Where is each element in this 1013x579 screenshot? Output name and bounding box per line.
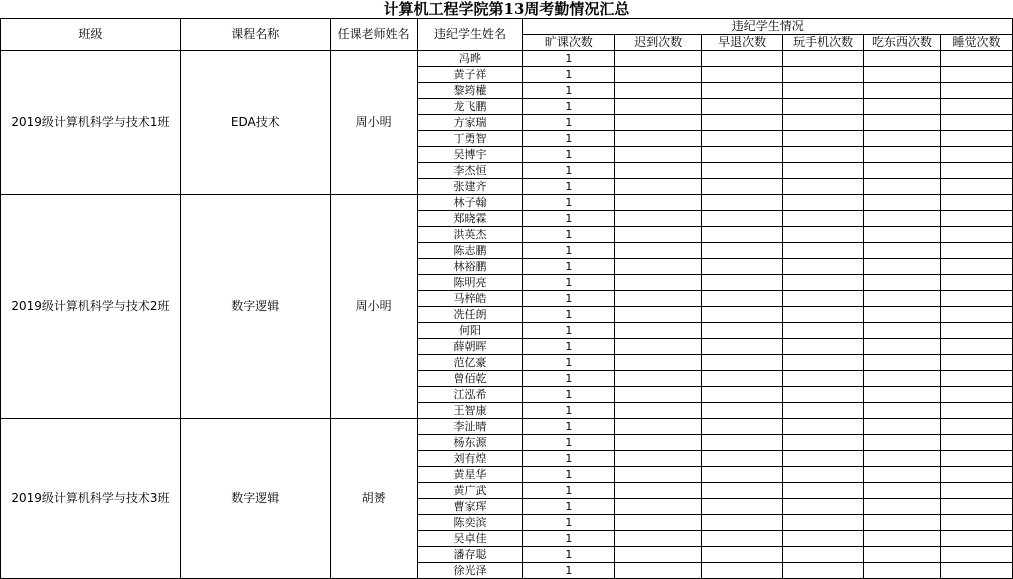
absent-count-cell[interactable]: 1 [523,211,615,227]
phone-count-cell[interactable] [783,275,864,291]
sleeping-count-cell[interactable] [940,51,1012,67]
eating-count-cell[interactable] [864,467,941,483]
late-count-cell[interactable] [615,259,702,275]
phone-count-cell[interactable] [783,307,864,323]
student-name-cell[interactable]: 林裕鹏 [417,259,523,275]
eating-count-cell[interactable] [864,339,941,355]
late-count-cell[interactable] [615,51,702,67]
absent-count-cell[interactable]: 1 [523,467,615,483]
eating-count-cell[interactable] [864,259,941,275]
phone-count-cell[interactable] [783,531,864,547]
sleeping-count-cell[interactable] [940,499,1012,515]
early-leave-count-cell[interactable] [702,419,783,435]
absent-count-cell[interactable]: 1 [523,307,615,323]
eating-count-cell[interactable] [864,371,941,387]
course-cell[interactable]: 数字逻辑 [180,195,330,419]
eating-count-cell[interactable] [864,131,941,147]
sleeping-count-cell[interactable] [940,355,1012,371]
absent-count-cell[interactable]: 1 [523,483,615,499]
course-cell[interactable]: EDA技术 [180,51,330,195]
sleeping-count-cell[interactable] [940,195,1012,211]
student-name-cell[interactable]: 黄子祥 [417,67,523,83]
late-count-cell[interactable] [615,563,702,579]
student-name-cell[interactable]: 陈志鹏 [417,243,523,259]
late-count-cell[interactable] [615,195,702,211]
teacher-cell[interactable]: 周小明 [330,51,417,195]
early-leave-count-cell[interactable] [702,131,783,147]
sleeping-count-cell[interactable] [940,179,1012,195]
late-count-cell[interactable] [615,115,702,131]
sleeping-count-cell[interactable] [940,115,1012,131]
header-class[interactable]: 班级 [1,19,181,51]
late-count-cell[interactable] [615,131,702,147]
student-name-cell[interactable]: 何阳 [417,323,523,339]
sleeping-count-cell[interactable] [940,83,1012,99]
phone-count-cell[interactable] [783,291,864,307]
phone-count-cell[interactable] [783,419,864,435]
early-leave-count-cell[interactable] [702,403,783,419]
early-leave-count-cell[interactable] [702,67,783,83]
phone-count-cell[interactable] [783,435,864,451]
header-eating[interactable]: 吃东西次数 [864,35,941,51]
late-count-cell[interactable] [615,147,702,163]
absent-count-cell[interactable]: 1 [523,547,615,563]
early-leave-count-cell[interactable] [702,547,783,563]
student-name-cell[interactable]: 马梓皓 [417,291,523,307]
student-name-cell[interactable]: 李杰恒 [417,163,523,179]
absent-count-cell[interactable]: 1 [523,147,615,163]
phone-count-cell[interactable] [783,179,864,195]
absent-count-cell[interactable]: 1 [523,323,615,339]
phone-count-cell[interactable] [783,83,864,99]
absent-count-cell[interactable]: 1 [523,259,615,275]
phone-count-cell[interactable] [783,403,864,419]
early-leave-count-cell[interactable] [702,83,783,99]
absent-count-cell[interactable]: 1 [523,243,615,259]
eating-count-cell[interactable] [864,163,941,179]
early-leave-count-cell[interactable] [702,371,783,387]
late-count-cell[interactable] [615,83,702,99]
eating-count-cell[interactable] [864,483,941,499]
header-late[interactable]: 迟到次数 [615,35,702,51]
early-leave-count-cell[interactable] [702,115,783,131]
student-name-cell[interactable]: 潘存聪 [417,547,523,563]
student-name-cell[interactable]: 江泓希 [417,387,523,403]
sleeping-count-cell[interactable] [940,435,1012,451]
student-name-cell[interactable]: 方家瑞 [417,115,523,131]
sleeping-count-cell[interactable] [940,275,1012,291]
early-leave-count-cell[interactable] [702,435,783,451]
sleeping-count-cell[interactable] [940,515,1012,531]
late-count-cell[interactable] [615,99,702,115]
header-teacher[interactable]: 任课老师姓名 [330,19,417,51]
student-name-cell[interactable]: 林子翰 [417,195,523,211]
absent-count-cell[interactable]: 1 [523,179,615,195]
early-leave-count-cell[interactable] [702,163,783,179]
student-name-cell[interactable]: 王智康 [417,403,523,419]
eating-count-cell[interactable] [864,67,941,83]
late-count-cell[interactable] [615,323,702,339]
eating-count-cell[interactable] [864,211,941,227]
eating-count-cell[interactable] [864,51,941,67]
absent-count-cell[interactable]: 1 [523,563,615,579]
sleeping-count-cell[interactable] [940,211,1012,227]
sleeping-count-cell[interactable] [940,483,1012,499]
student-name-cell[interactable]: 吴博宇 [417,147,523,163]
phone-count-cell[interactable] [783,387,864,403]
sheet-title: 计算机工程学院第13周考勤情况汇总 [383,0,630,18]
table-row [1,195,1013,211]
phone-count-cell[interactable] [783,259,864,275]
student-name-cell[interactable]: 刘有煌 [417,451,523,467]
student-name-cell[interactable]: 丁勇智 [417,131,523,147]
early-leave-count-cell[interactable] [702,243,783,259]
absent-count-cell[interactable]: 1 [523,291,615,307]
absent-count-cell[interactable]: 1 [523,115,615,131]
sleeping-count-cell[interactable] [940,307,1012,323]
absent-count-cell[interactable]: 1 [523,355,615,371]
student-name-cell[interactable]: 洪英杰 [417,227,523,243]
absent-count-cell[interactable]: 1 [523,339,615,355]
student-name-cell[interactable]: 陈明亮 [417,275,523,291]
course-cell[interactable]: 数字逻辑 [180,419,330,579]
eating-count-cell[interactable] [864,115,941,131]
eating-count-cell[interactable] [864,323,941,339]
late-count-cell[interactable] [615,387,702,403]
early-leave-count-cell[interactable] [702,211,783,227]
student-name-cell[interactable]: 龙飞鹏 [417,99,523,115]
phone-count-cell[interactable] [783,195,864,211]
eating-count-cell[interactable] [864,515,941,531]
sleeping-count-cell[interactable] [940,387,1012,403]
table-body [1,51,1013,579]
student-name-cell[interactable]: 范亿豪 [417,355,523,371]
eating-count-cell[interactable] [864,387,941,403]
eating-count-cell[interactable] [864,99,941,115]
student-name-cell[interactable]: 徐光泽 [417,563,523,579]
absent-count-cell[interactable]: 1 [523,371,615,387]
late-count-cell[interactable] [615,211,702,227]
late-count-cell[interactable] [615,451,702,467]
teacher-cell[interactable]: 周小明 [330,195,417,419]
sleeping-count-cell[interactable] [940,163,1012,179]
sleeping-count-cell[interactable] [940,147,1012,163]
header-early-leave[interactable]: 早退次数 [702,35,783,51]
class-cell[interactable]: 2019级计算机科学与技术1班 [1,51,181,195]
late-count-cell[interactable] [615,467,702,483]
early-leave-count-cell[interactable] [702,355,783,371]
late-count-cell[interactable] [615,179,702,195]
early-leave-count-cell[interactable] [702,515,783,531]
phone-count-cell[interactable] [783,355,864,371]
sleeping-count-cell[interactable] [940,131,1012,147]
eating-count-cell[interactable] [864,435,941,451]
eating-count-cell[interactable] [864,243,941,259]
student-name-cell[interactable]: 张建齐 [417,179,523,195]
absent-count-cell[interactable]: 1 [523,435,615,451]
early-leave-count-cell[interactable] [702,259,783,275]
early-leave-count-cell[interactable] [702,307,783,323]
absent-count-cell[interactable]: 1 [523,195,615,211]
late-count-cell[interactable] [615,419,702,435]
absent-count-cell[interactable]: 1 [523,451,615,467]
sleeping-count-cell[interactable] [940,419,1012,435]
late-count-cell[interactable] [615,403,702,419]
phone-count-cell[interactable] [783,483,864,499]
student-name-cell[interactable]: 陈奕滨 [417,515,523,531]
eating-count-cell[interactable] [864,195,941,211]
sleeping-count-cell[interactable] [940,403,1012,419]
sleeping-count-cell[interactable] [940,451,1012,467]
absent-count-cell[interactable]: 1 [523,131,615,147]
eating-count-cell[interactable] [864,355,941,371]
sleeping-count-cell[interactable] [940,227,1012,243]
sleeping-count-cell[interactable] [940,323,1012,339]
phone-count-cell[interactable] [783,99,864,115]
sleeping-count-cell[interactable] [940,67,1012,83]
late-count-cell[interactable] [615,291,702,307]
late-count-cell[interactable] [615,499,702,515]
phone-count-cell[interactable] [783,67,864,83]
header-absent[interactable]: 旷课次数 [523,35,615,51]
early-leave-count-cell[interactable] [702,467,783,483]
absent-count-cell[interactable]: 1 [523,403,615,419]
sleeping-count-cell[interactable] [940,339,1012,355]
late-count-cell[interactable] [615,435,702,451]
header-sleeping[interactable]: 睡觉次数 [940,35,1012,51]
eating-count-cell[interactable] [864,275,941,291]
absent-count-cell[interactable]: 1 [523,499,615,515]
absent-count-cell[interactable]: 1 [523,275,615,291]
eating-count-cell[interactable] [864,227,941,243]
early-leave-count-cell[interactable] [702,291,783,307]
student-name-cell[interactable]: 黎筠權 [417,83,523,99]
sleeping-count-cell[interactable] [940,99,1012,115]
phone-count-cell[interactable] [783,339,864,355]
phone-count-cell[interactable] [783,499,864,515]
header-phone[interactable]: 玩手机次数 [783,35,864,51]
early-leave-count-cell[interactable] [702,531,783,547]
early-leave-count-cell[interactable] [702,51,783,67]
class-cell[interactable]: 2019级计算机科学与技术2班 [1,195,181,419]
absent-count-cell[interactable]: 1 [523,99,615,115]
early-leave-count-cell[interactable] [702,275,783,291]
late-count-cell[interactable] [615,515,702,531]
class-cell[interactable]: 2019级计算机科学与技术3班 [1,419,181,579]
student-name-cell[interactable]: 曾佰乾 [417,371,523,387]
phone-count-cell[interactable] [783,227,864,243]
sleeping-count-cell[interactable] [940,243,1012,259]
phone-count-cell[interactable] [783,147,864,163]
sleeping-count-cell[interactable] [940,547,1012,563]
eating-count-cell[interactable] [864,307,941,323]
sleeping-count-cell[interactable] [940,531,1012,547]
eating-count-cell[interactable] [864,531,941,547]
early-leave-count-cell[interactable] [702,451,783,467]
eating-count-cell[interactable] [864,291,941,307]
early-leave-count-cell[interactable] [702,483,783,499]
phone-count-cell[interactable] [783,163,864,179]
late-count-cell[interactable] [615,483,702,499]
header-course[interactable]: 课程名称 [180,19,330,51]
phone-count-cell[interactable] [783,131,864,147]
student-name-cell[interactable]: 李沚晴 [417,419,523,435]
early-leave-count-cell[interactable] [702,195,783,211]
absent-count-cell[interactable]: 1 [523,531,615,547]
student-name-cell[interactable]: 吴卓佳 [417,531,523,547]
phone-count-cell[interactable] [783,51,864,67]
late-count-cell[interactable] [615,355,702,371]
late-count-cell[interactable] [615,243,702,259]
attendance-table [0,18,1013,579]
phone-count-cell[interactable] [783,515,864,531]
phone-count-cell[interactable] [783,467,864,483]
eating-count-cell[interactable] [864,403,941,419]
phone-count-cell[interactable] [783,451,864,467]
absent-count-cell[interactable]: 1 [523,163,615,179]
eating-count-cell[interactable] [864,147,941,163]
late-count-cell[interactable] [615,227,702,243]
eating-count-cell[interactable] [864,419,941,435]
early-leave-count-cell[interactable] [702,323,783,339]
student-name-cell[interactable]: 曹家珲 [417,499,523,515]
sleeping-count-cell[interactable] [940,291,1012,307]
late-count-cell[interactable] [615,547,702,563]
absent-count-cell[interactable]: 1 [523,83,615,99]
sleeping-count-cell[interactable] [940,259,1012,275]
early-leave-count-cell[interactable] [702,179,783,195]
early-leave-count-cell[interactable] [702,147,783,163]
header-student[interactable]: 违纪学生姓名 [417,19,523,51]
sleeping-count-cell[interactable] [940,467,1012,483]
table-row [1,51,1013,67]
absent-count-cell[interactable]: 1 [523,67,615,83]
student-name-cell[interactable]: 郑晓霖 [417,211,523,227]
late-count-cell[interactable] [615,339,702,355]
table-row [1,419,1013,435]
eating-count-cell[interactable] [864,563,941,579]
early-leave-count-cell[interactable] [702,387,783,403]
student-name-cell[interactable]: 冯晔 [417,51,523,67]
eating-count-cell[interactable] [864,547,941,563]
eating-count-cell[interactable] [864,83,941,99]
student-name-cell[interactable]: 黄广武 [417,483,523,499]
absent-count-cell[interactable]: 1 [523,51,615,67]
sleeping-count-cell[interactable] [940,371,1012,387]
late-count-cell[interactable] [615,531,702,547]
absent-count-cell[interactable]: 1 [523,227,615,243]
header-violations-group[interactable]: 违纪学生情况 [523,19,1013,35]
student-name-cell[interactable]: 杨东源 [417,435,523,451]
phone-count-cell[interactable] [783,371,864,387]
absent-count-cell[interactable]: 1 [523,419,615,435]
phone-count-cell[interactable] [783,323,864,339]
late-count-cell[interactable] [615,307,702,323]
table-header [1,19,1013,51]
student-name-cell[interactable]: 冼任朗 [417,307,523,323]
student-name-cell[interactable]: 薛朝晖 [417,339,523,355]
absent-count-cell[interactable]: 1 [523,387,615,403]
early-leave-count-cell[interactable] [702,99,783,115]
eating-count-cell[interactable] [864,499,941,515]
early-leave-count-cell[interactable] [702,499,783,515]
absent-count-cell[interactable]: 1 [523,515,615,531]
eating-count-cell[interactable] [864,179,941,195]
late-count-cell[interactable] [615,67,702,83]
phone-count-cell[interactable] [783,547,864,563]
eating-count-cell[interactable] [864,451,941,467]
phone-count-cell[interactable] [783,563,864,579]
teacher-cell[interactable]: 胡赟 [330,419,417,579]
late-count-cell[interactable] [615,371,702,387]
late-count-cell[interactable] [615,163,702,179]
early-leave-count-cell[interactable] [702,339,783,355]
late-count-cell[interactable] [615,275,702,291]
phone-count-cell[interactable] [783,211,864,227]
student-name-cell[interactable]: 黄星华 [417,467,523,483]
phone-count-cell[interactable] [783,115,864,131]
phone-count-cell[interactable] [783,243,864,259]
sleeping-count-cell[interactable] [940,563,1012,579]
early-leave-count-cell[interactable] [702,563,783,579]
early-leave-count-cell[interactable] [702,227,783,243]
